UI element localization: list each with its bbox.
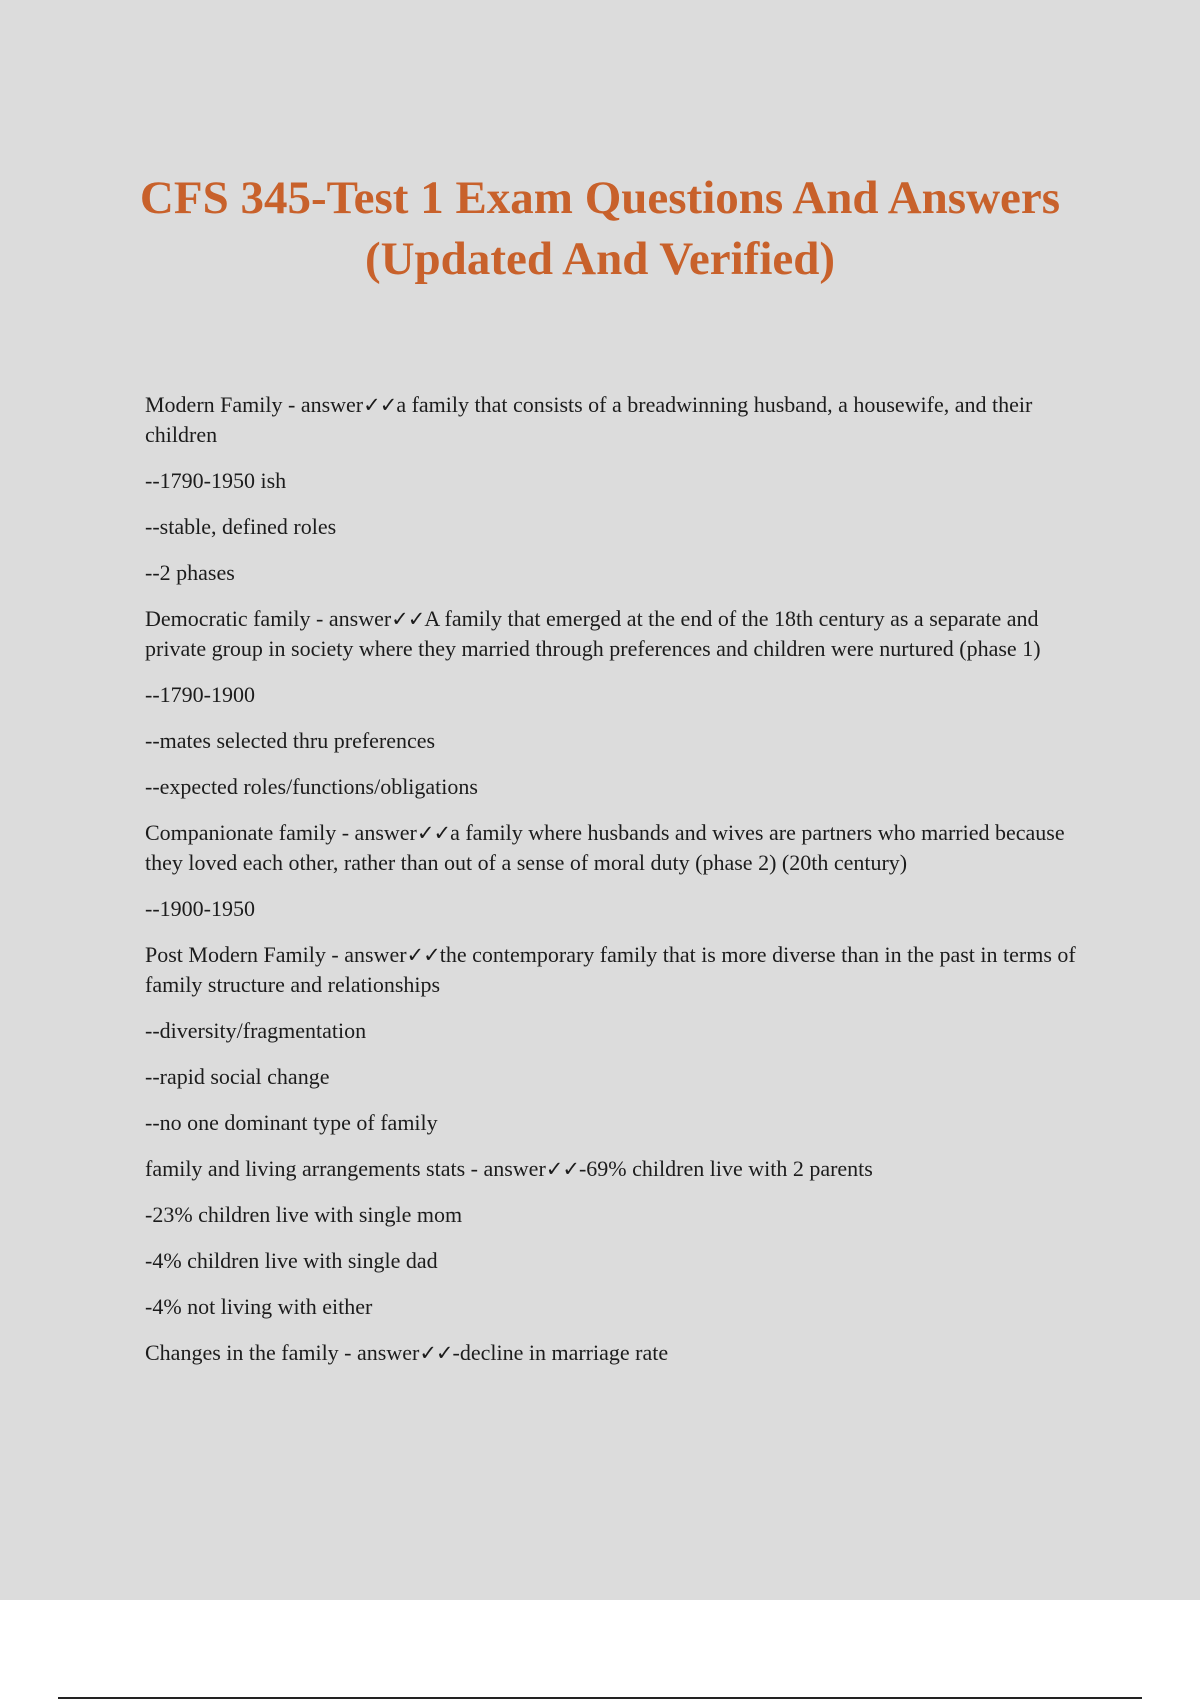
entry-term: Changes in the family - answer [145,1340,420,1365]
entry-note: --no one dominant type of family [145,1110,438,1135]
entry-living-arrangements-stats [145,1154,1090,1184]
entry-note: --2 phases [145,560,235,585]
entry-term: Modern Family - answer [145,392,364,417]
check-icon: ✓✓ [419,1341,453,1365]
entry-term: family and living arrangements stats - answer [145,1156,546,1181]
footer-divider [58,1697,1142,1699]
entry-definition: a family where husbands and wives are partners who married because they loved each other, rather than out of a sense of moral duty (phase 2) (20th century) [145,820,1065,875]
entry-note: --1900-1950 [145,896,255,921]
entry-changes-in-family [145,1338,1090,1368]
entry-note: --expected roles/functions/obligations [145,774,478,799]
entry-post-modern-family [145,940,1090,1000]
entry-definition: a family that consists of a breadwinning husband, a housewife, and their children [145,392,1033,447]
check-icon: ✓✓ [406,943,440,967]
entry-companionate-family [145,818,1090,878]
entry-definition: -69% children live with 2 parents [578,1156,873,1181]
entry-note: -4% children live with single dad [145,1248,438,1273]
entry-note: --stable, defined roles [145,514,337,539]
entry-term: Companionate family - answer [145,820,417,845]
entry-democratic-family [145,604,1090,664]
check-icon: ✓✓ [363,393,397,417]
entry-modern-family [145,390,1090,450]
entry-note: --mates selected thru preferences [145,728,436,753]
entry-note: --rapid social change [145,1064,330,1089]
entry-definition: -decline in marriage rate [452,1340,669,1365]
entry-note: --diversity/fragmentation [145,1018,367,1043]
document-title: CFS 345-Test 1 Exam Questions And Answers (Updated And Verified) [139,172,1061,285]
entry-note: -4% not living with either [145,1294,373,1319]
entry-term: Post Modern Family - answer [145,942,407,967]
entry-definition: the contemporary family that is more diverse than in the past in terms of family structure and relationships [145,942,1076,997]
entry-definition: A family that emerged at the end of the 18th century as a separate and private group in society where they married through preferences and children were nurtured (phase 1) [145,606,1041,661]
entry-note: --1790-1950 ish [145,468,287,493]
check-icon: ✓✓ [416,821,451,845]
check-icon: ✓✓ [545,1157,579,1181]
check-icon: ✓✓ [391,607,425,631]
entry-note: -23% children live with single mom [145,1202,463,1227]
entry-term: Democratic family - answer [145,606,392,631]
entry-note: --1790-1900 [145,682,255,707]
document-body [145,390,1090,1384]
